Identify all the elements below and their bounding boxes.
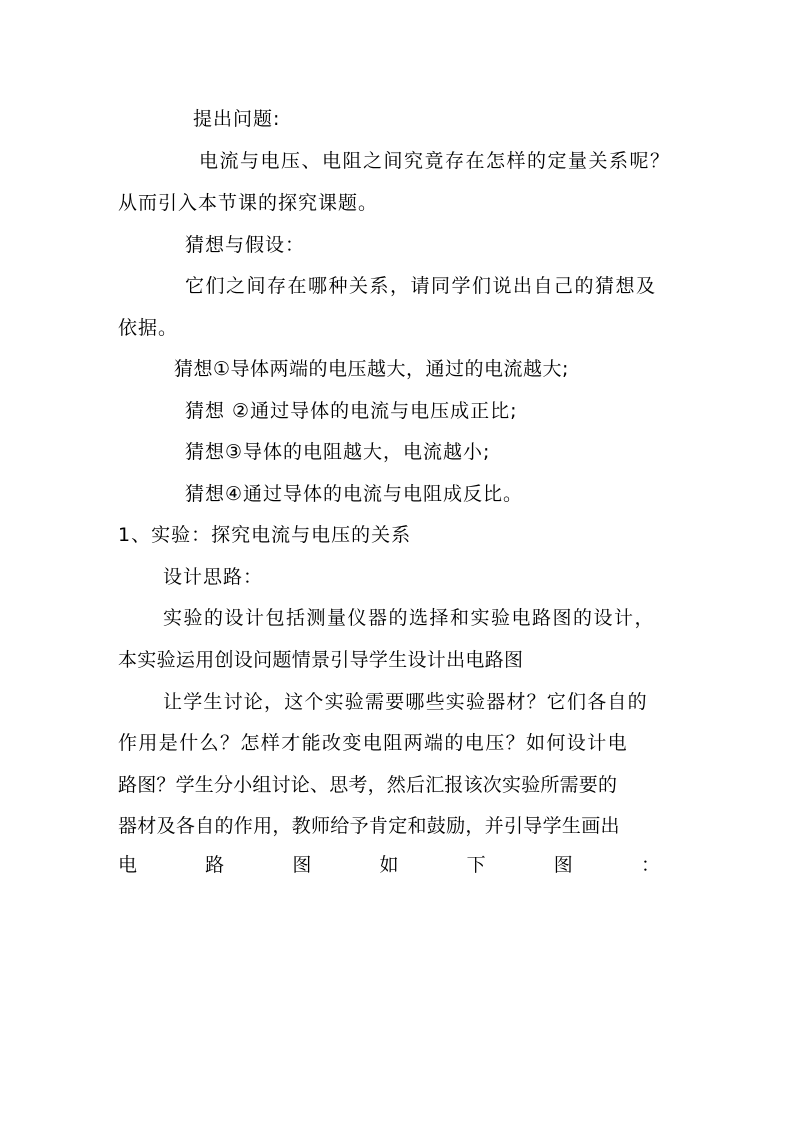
paragraph-design-cont: 本实验运用创设问题情景引导学生设计出电路图	[118, 649, 524, 671]
char: 图	[292, 854, 312, 876]
hypothesis-3: 猜想③导体的电阻越大，电流越小;	[185, 441, 491, 463]
hypothesis-2: 猜想 ②通过导体的电流与电压成正比;	[185, 400, 518, 422]
paragraph-hypothesis: 它们之间存在哪种关系，请同学们说出自己的猜想及	[185, 275, 657, 297]
char: 图	[553, 854, 573, 876]
paragraph-hypothesis-cont: 依据。	[118, 317, 179, 339]
paragraph-discussion: 让学生讨论，这个实验需要哪些实验器材？它们各自的	[163, 691, 648, 713]
paragraph-circuit-figure-ref	[118, 852, 660, 878]
paragraph-discussion-3: 路图？学生分小组讨论、思考，然后汇报该次实验所需要的	[118, 774, 618, 796]
hypothesis-4: 猜想④通过导体的电流与电阻成反比。	[185, 483, 524, 505]
section-experiment-heading: 1、实验：探究电流与电压的关系	[118, 524, 412, 546]
paragraph-discussion-4: 器材及各自的作用，教师给予肯定和鼓励，并引导学生画出	[118, 815, 620, 837]
heading-hypothesis: 猜想与假设：	[185, 234, 306, 256]
paragraph-question: 电流与电压、电阻之间究竟存在怎样的定量关系呢？	[199, 150, 671, 172]
hypothesis-1: 猜想①导体两端的电压越大，通过的电流越大;	[174, 358, 569, 380]
heading-design-idea: 设计思路：	[163, 566, 264, 588]
char: 下	[466, 854, 486, 876]
char: 路	[205, 854, 225, 876]
paragraph-discussion-2: 作用是什么？怎样才能改变电阻两端的电压？如何设计电	[118, 732, 629, 754]
char: 如	[379, 854, 399, 876]
paragraph-design: 实验的设计包括测量仪器的选择和实验电路图的设计，	[163, 607, 656, 629]
char: 电	[118, 854, 138, 876]
heading-propose-question: 提出问题:	[193, 108, 281, 130]
paragraph-question-cont: 从而引入本节课的探究课题。	[118, 192, 379, 214]
char: ：	[640, 854, 660, 876]
